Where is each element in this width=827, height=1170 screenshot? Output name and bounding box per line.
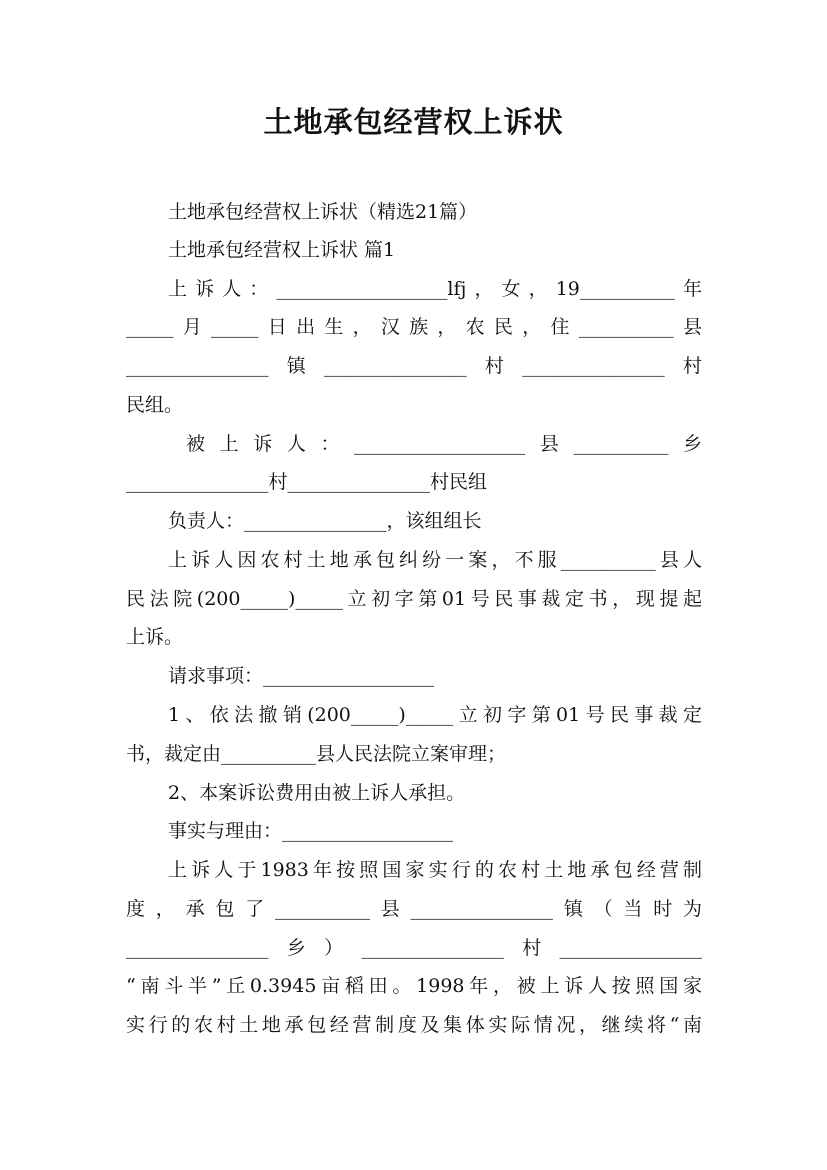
document-line: 1、依法撤销(200_____)_____立初字第01号民事裁定: [168, 704, 702, 726]
document-line: 请求事项：__________________: [168, 665, 435, 687]
document-line: 事实与理由：__________________: [168, 820, 454, 842]
document-line: _______________乡）_______________村_______________: [126, 937, 702, 959]
document-line: 2、本案诉讼费用由被上诉人承担。: [168, 782, 466, 804]
document-line: 上诉人于1983年按照国家实行的农村土地承包经营制: [168, 859, 702, 881]
document-line: 被上诉人：__________________县__________乡: [186, 433, 702, 455]
document-line: 实行的农村土地承包经营制度及集体实际情况，继续将“南: [126, 1014, 702, 1036]
document-line: 民组。: [126, 394, 184, 416]
document-line: _____月_____日出生，汉族，农民，住__________县: [126, 316, 702, 338]
document-line: 书，裁定由__________县人民法院立案审理；: [126, 743, 507, 765]
document-title: 土地承包经营权上诉状: [263, 105, 564, 139]
document-line: 上诉人：__________________lfj，女，19__________年: [168, 278, 702, 300]
document-line: 土地承包经营权上诉状（精选21篇）: [168, 201, 478, 223]
document-line: 度，承包了__________县_______________镇（当时为: [126, 898, 702, 920]
document-line: 土地承包经营权上诉状 篇1: [168, 239, 396, 261]
document-line: 上诉。: [126, 626, 184, 648]
document-line: “南斗半”丘0.3945亩稻田。1998年，被上诉人按照国家: [126, 975, 702, 997]
document-line: 上诉人因农村土地承包纠纷一案，不服__________县人: [168, 549, 702, 571]
document-line: 负责人：_______________，该组组长: [168, 510, 482, 532]
document-line: _______________镇_______________村_______________村: [126, 355, 702, 377]
document-line: 民法院(200_____)_____立初字第01号民事裁定书，现提起: [126, 588, 702, 610]
document-line: _______________村_______________村民组: [126, 471, 488, 493]
